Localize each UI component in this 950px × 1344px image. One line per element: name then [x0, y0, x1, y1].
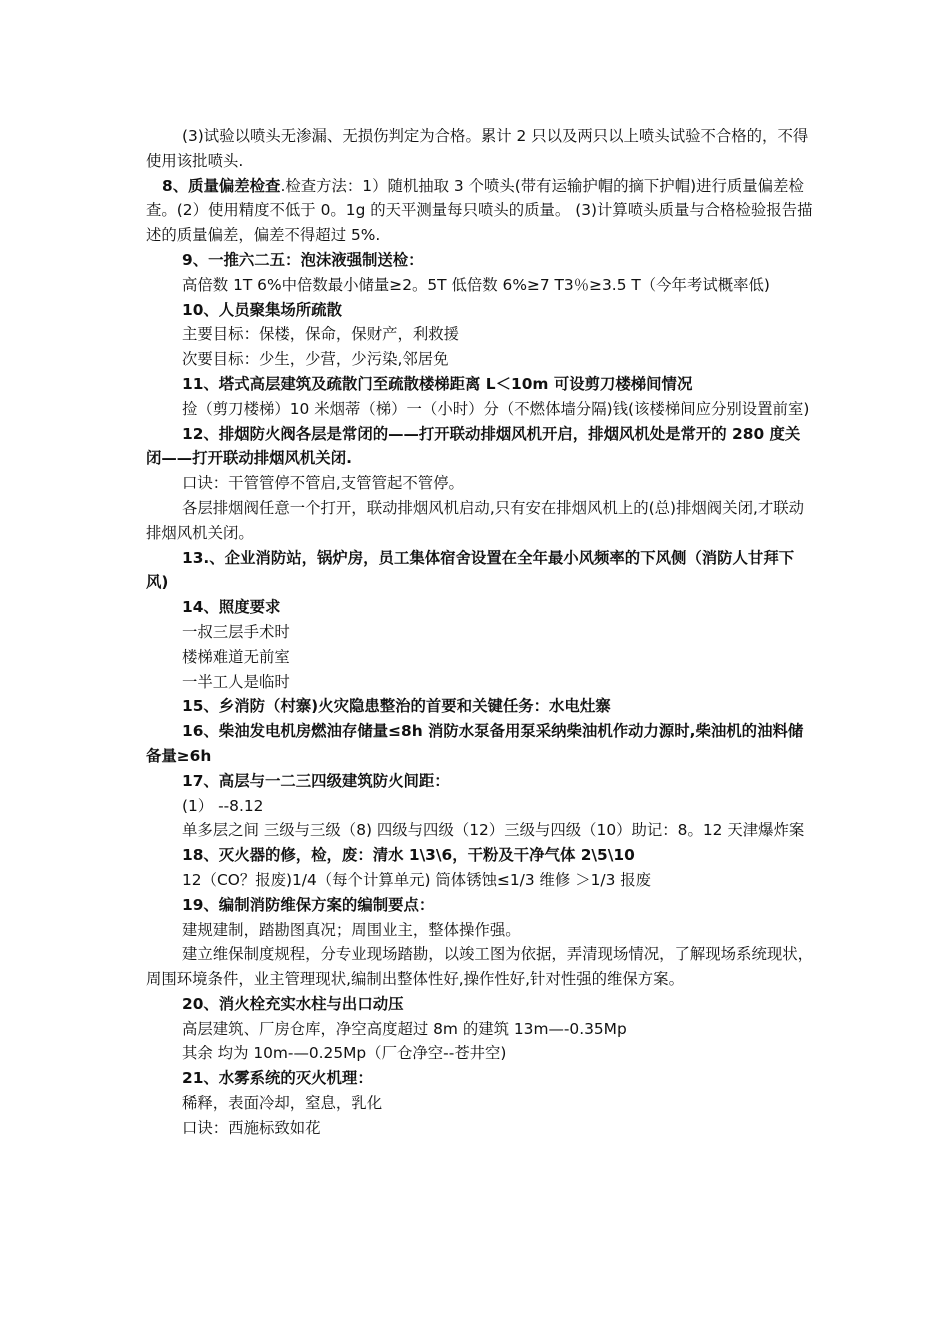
p-item-8-text: .检查方法：1）随机抽取 3 个喷头(带有运输护帽的摘下护帽)进行质量偏差检查。(2）使用精度不低于 0。1g 的天平测量每只喷头的质量。 (3)计算喷头质量与合格检验报告描述的质量偏差，偏差不得超过 5%.	[146, 176, 813, 245]
p-item-11: 11、塔式高层建筑及疏散门至疏散楼梯距离 L＜10m 可设剪刀楼梯间情况	[182, 374, 693, 393]
p-item-10-a: 主要目标：保楼，保命，保财产，利救援	[182, 325, 460, 344]
p-item-14-b: 楼梯难道无前室	[182, 647, 290, 666]
p-item-12: 12、排烟防火阀各层是常闭的——打开联动排烟风机开启，排烟风机处是常开的 280 度关闭——打开联动排烟风机关闭.	[146, 424, 801, 468]
document-body	[146, 124, 814, 1141]
p-item-9-body: 高倍数 1T 6%中倍数最小储量≥2。5T 低倍数 6%≥7 T3％≥3.5 T（今年考试概率低)	[182, 275, 770, 294]
p-item-21: 21、水雾系统的灭火机理：	[182, 1069, 373, 1088]
p-item-10: 10、人员聚集场所疏散	[182, 300, 342, 319]
p-item-12-a: 口诀：干管管停不管启,支管管起不管停。	[182, 474, 464, 493]
p-item-21-a: 稀释，表面冷却，窒息，乳化	[182, 1094, 383, 1113]
p-item-8	[146, 174, 814, 248]
p-item-13: 13.、企业消防站，锅炉房，员工集体宿舍设置在全年最小风频率的下风侧（消防人甘拜下风)	[146, 548, 795, 592]
p-item-9: 9、一推六二五：泡沫液强制送检：	[182, 250, 424, 269]
p-item-21-b: 口诀：西施标致如花	[182, 1118, 321, 1137]
p-item-20: 20、消火栓充实水柱与出口动压	[182, 994, 404, 1013]
p-test-result: (3)试验以喷头无渗漏、无损伤判定为合格。累计 2 只以及两只以上喷头试验不合格的，不得使用该批喷头.	[146, 127, 809, 170]
p-item-12-b: 各层排烟阀任意一个打开，联动排烟风机启动,只有安在排烟风机上的(总)排烟阀关闭,才联动排烟风机关闭。	[146, 498, 805, 542]
p-item-11-body: 捡（剪刀楼梯）10 米烟蒂（梯）一（小时）分（不燃体墙分隔)钱(该楼梯间应分别设置前室)	[182, 399, 810, 418]
p-item-20-a: 高层建筑、厂房仓库，净空高度超过 8m 的建筑 13m—-0.35Mp	[182, 1019, 627, 1038]
p-item-18-a: 12（CO？报废)1/4（每个计算单元) 筒体锈蚀≤1/3 维修 ＞1/3 报废	[182, 870, 652, 889]
p-item-19-b: 建立维保制度规程，分专业现场踏勘，以竣工图为依据，弄清现场情况，了解现场系统现状，周围环境条件，业主管理现状,编制出整体性好,操作性好,针对性强的维保方案。	[146, 945, 814, 989]
p-item-17-a: (1） --8.12	[182, 796, 264, 815]
p-item-14: 14、照度要求	[182, 598, 281, 617]
p-item-19: 19、编制消防维保方案的编制要点：	[182, 895, 435, 914]
p-item-14-c: 一半工人是临时	[182, 672, 290, 691]
p-item-19-a: 建规建制，踏勘图真况；周围业主，整体操作强。	[182, 920, 521, 939]
p-item-8-lead: 8、质量偏差检查	[162, 176, 281, 195]
p-item-10-b: 次要目标：少生，少营，少污染,邻居免	[182, 350, 449, 369]
p-item-20-b: 其余 均为 10m-—0.25Mp（厂仓净空--苍井空)	[182, 1044, 507, 1063]
p-item-18: 18、灭火器的修，检，废：清水 1\3\6，干粉及干净气体 2\5\10	[182, 846, 635, 865]
p-item-14-a: 一叔三层手术时	[182, 622, 290, 641]
p-item-17: 17、高层与一二三四级建筑防火间距：	[182, 771, 450, 790]
p-item-16: 16、柴油发电机房燃油存储量≤8h 消防水泵备用泵采纳柴油机作动力源时,柴油机的油料储备量≥6h	[146, 722, 804, 765]
p-item-17-b: 单多层之间 三级与三级（8) 四级与四级（12）三级与四级（10）助记：8。12 天津爆炸案	[182, 821, 805, 840]
p-item-15: 15、乡消防（村寨)火灾隐患整治的首要和关键任务：水电灶寨	[182, 697, 611, 716]
